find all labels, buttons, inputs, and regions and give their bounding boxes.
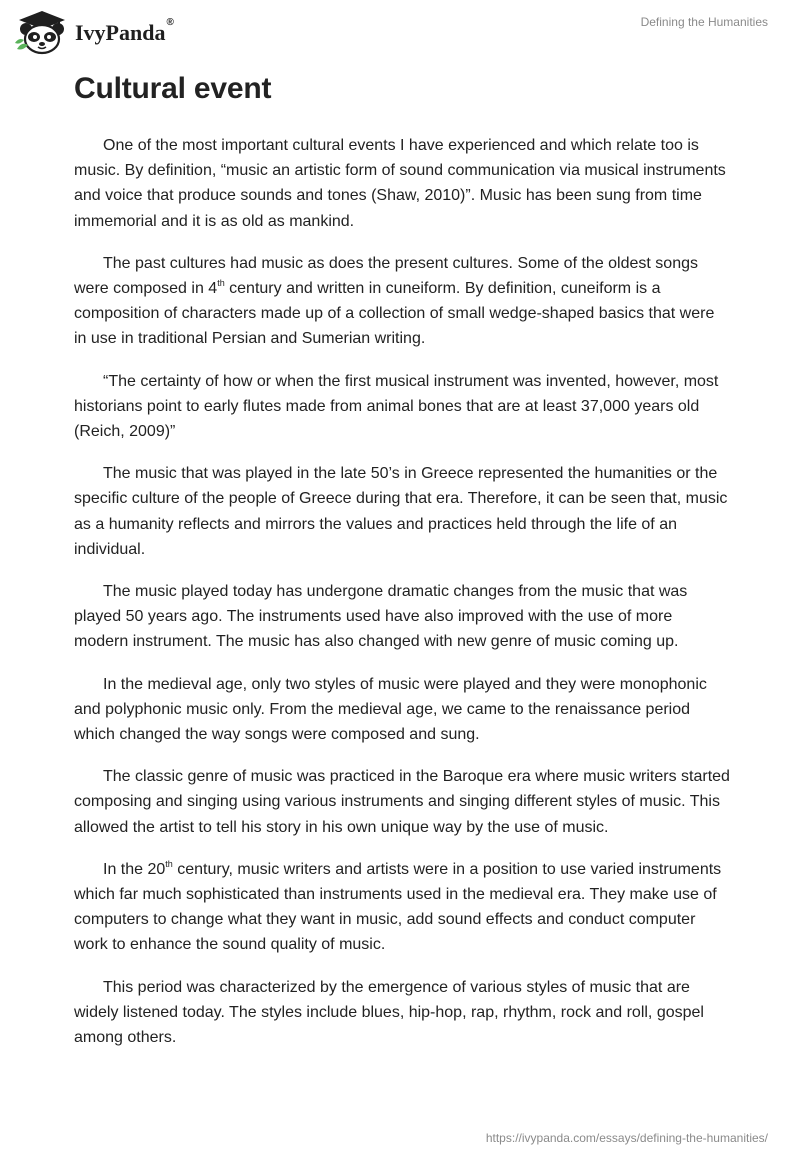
brand-name-text: IvyPanda (75, 20, 166, 45)
paragraph (74, 251, 730, 352)
source-url-link[interactable]: https://ivypanda.com/essays/defining-the-humanities/ (485, 1131, 768, 1145)
paragraph: In the medieval age, only two styles of music were played and they were monophonic and polyphonic music only. From the medieval age, we came to the renaissance period which changed the way songs were composed and sung. (74, 675, 707, 744)
article-body (74, 133, 730, 1067)
paragraph: The classic genre of music was practiced in the Baroque era where music writers started composing and singing using various instruments and singing different styles of music. This allowed the artist to tell his story in his own unique way by the use of music. (74, 768, 730, 836)
paragraph (74, 857, 730, 958)
paragraph: The music played today has undergone dramatic changes from the music that was played 50 years ago. The instruments used have also improved with the use of more modern instrument. The music has also changed with new genre of music coming up. (74, 583, 688, 651)
panda-graduate-icon (13, 9, 71, 55)
paragraph: One of the most important cultural events I have experienced and which relate too is music. By definition, “music an artistic form of sound communication via musical instruments and voice that produce sounds and tones (Shaw, 2010)”. Music has been sung from time immemorial and it is as old as mankind. (74, 137, 726, 230)
paragraph-text: century and written in cuneiform. By definition, cuneiform is a composition of characters made up of a collection of small wedge-shaped basics that were in use in traditional Persian and Sumerian writing. (74, 280, 715, 348)
paragraph: The music that was played in the late 50’s in Greece represented the humanities or the specific culture of the people of Greece during that era. Therefore, it can be seen that, music as a humanity reflects and mirrors the values and practices held through the life of an individual. (74, 465, 728, 558)
paragraph: “The certainty of how or when the first musical instrument was invented, however, most historians point to early flutes made from animal bones that are at least 37,000 years old (Reich, 2009)” (74, 372, 719, 441)
paragraph-text: In the 20 (103, 860, 166, 878)
paragraph-text: The past cultures had music as does the present cultures. Some of the oldest songs were composed in 4 (74, 254, 698, 298)
ordinal-suffix: th (217, 277, 225, 288)
registered-mark: ® (166, 17, 174, 28)
running-header-title: Defining the Humanities (640, 15, 768, 29)
ivypanda-logo[interactable] (13, 9, 174, 55)
brand-name (75, 17, 174, 46)
section-title: Cultural event (74, 72, 272, 105)
paragraph: This period was characterized by the emergence of various styles of music that are widely listened today. The styles include blues, hip-hop, rap, rhythm, rock and roll, gospel among others. (74, 978, 704, 1047)
ordinal-suffix: th (165, 858, 173, 869)
paragraph-text: century, music writers and artists were in a position to use varied instruments which far much sophisticated than instruments used in the medieval era. They make use of computers to change what they want in music, add sound effects and conduct computer work to enhance the sound quality of music. (74, 860, 722, 954)
